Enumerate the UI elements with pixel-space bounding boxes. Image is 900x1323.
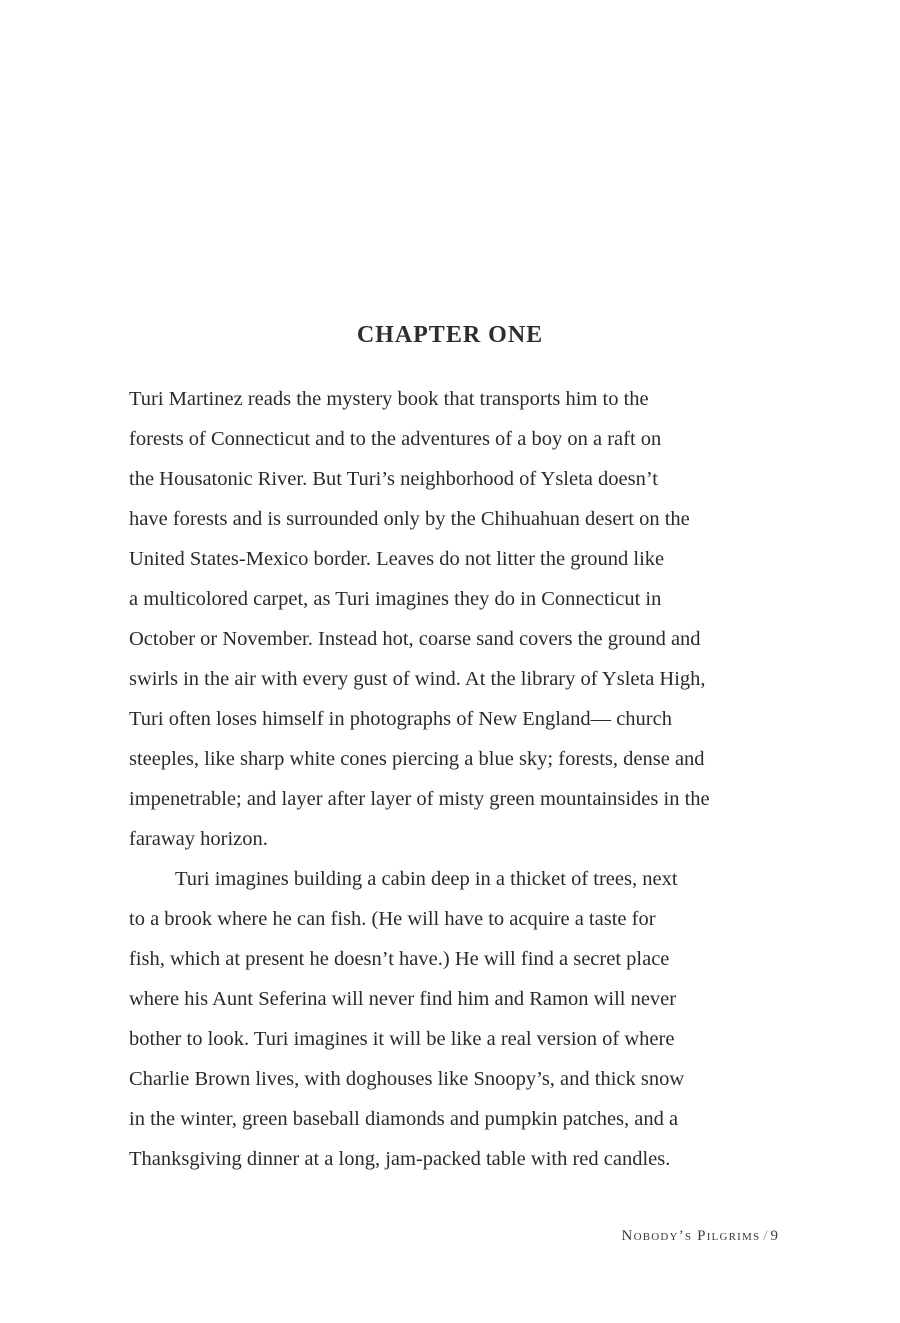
text-line: Turi Martinez reads the mystery book that transports him to the	[129, 388, 649, 410]
page-number: 9	[770, 1228, 778, 1244]
chapter-title: CHAPTER ONE	[356, 322, 544, 349]
text-line: to a brook where he can fish. (He will have to acquire a taste for	[129, 908, 656, 930]
text-line: a multicolored carpet, as Turi imagines they do in Connecticut in	[129, 588, 662, 610]
text-line: Thanksgiving dinner at a long, jam-packed table with red candles.	[129, 1148, 671, 1170]
text-line: steeples, like sharp white cones piercing a blue sky; forests, dense and	[129, 748, 705, 770]
text-line: impenetrable; and layer after layer of misty green mountainsides in the	[129, 788, 710, 810]
footer-separator: /	[763, 1228, 768, 1244]
text-line: Turi imagines building a cabin deep in a thicket of trees, next	[175, 868, 678, 890]
text-line: swirls in the air with every gust of wind. At the library of Ysleta High,	[129, 668, 706, 690]
text-line: where his Aunt Seferina will never find him and Ramon will never	[129, 988, 677, 1010]
text-line: October or November. Instead hot, coarse sand covers the ground and	[129, 628, 701, 650]
page-footer	[622, 1226, 778, 1246]
paragraph-1	[129, 382, 809, 862]
text-line: Charlie Brown lives, with doghouses like Snoopy’s, and thick snow	[129, 1068, 685, 1090]
text-line: forests of Connecticut and to the adventures of a boy on a raft on	[129, 428, 662, 450]
text-line: in the winter, green baseball diamonds and pumpkin patches, and a	[129, 1108, 679, 1130]
chapter-body	[129, 382, 809, 1182]
running-title: Nobody’s Pilgrims	[621, 1228, 761, 1244]
text-line: fish, which at present he doesn’t have.) He will find a secret place	[129, 948, 670, 970]
text-line: the Housatonic River. But Turi’s neighborhood of Ysleta doesn’t	[129, 468, 658, 490]
text-line: bother to look. Turi imagines it will be like a real version of where	[129, 1028, 675, 1050]
paragraph-2	[129, 862, 809, 1182]
text-line: United States-Mexico border. Leaves do not litter the ground like	[129, 548, 665, 570]
text-line: have forests and is surrounded only by the Chihuahuan desert on the	[129, 508, 690, 530]
text-line: faraway horizon.	[129, 828, 268, 850]
text-line: Turi often loses himself in photographs of New England— church	[129, 708, 672, 730]
